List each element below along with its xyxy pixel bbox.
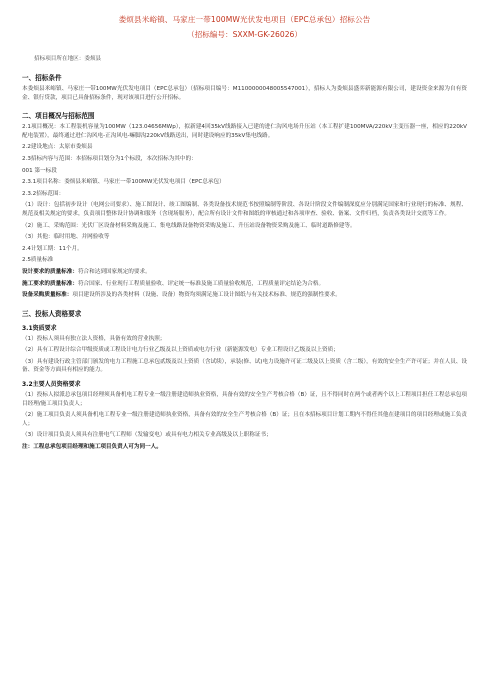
paragraph: 2.2建设地点：太原市娄烦县 [22, 144, 93, 151]
paragraph: （1）投标人拟派总承包项目经理须具备机电工程专业一级注册建造师执业资格，具备有效的安全生产考核合格（B）证，且不得同时在两个或者两个以上工程项目担任工程总承包项目经理/施工项目负责人； [22, 392, 467, 407]
quality-construction [22, 280, 467, 289]
section-heading-overview: 二、项目概况与招标范围 [22, 112, 95, 121]
project-location: 招标项目所在地区：娄烦县 [34, 56, 102, 62]
note-text: 注：工程总承包项目经理和施工项目负责人可为同一人。 [22, 444, 162, 451]
tender-number: （招标编号：SXXM-GK-26026） [187, 30, 302, 39]
paragraph: （3）其他：临时用地、并网验收等 [22, 234, 110, 241]
paragraph: （2）具有工程设计综合甲级资质或工程设计电力行业乙级及以上资质或电力行业（新能源发电）专业工程设计乙级及以上资质； [22, 347, 339, 354]
paragraph: （3）设计项目负责人须具有注册电气工程师（发输变电）或具有电力相关专业高级及以上职称证书； [22, 432, 272, 439]
subheading-qualification: 3.1资质要求 [22, 324, 57, 332]
paragraph: 2.1项目概况：本工程装机容量为100MW（123.04656MWp），拟新建4回35kV线路接入已建的进仁沟风电场升压站（本工程扩建100MVA/220kV主变压器一座，相应的220kV配电装置），最终通过进仁沟风电-正沟风电-嘛脚沟220kV线路送出，同时建设响应的35kV集电线路。 [22, 124, 467, 139]
paragraph: 2.3招标内容与范围：本招标项目划分为1个标段，本次招标为其中的： [22, 155, 197, 162]
paragraph: （3）具有建设行政主管部门颁发的电力工程施工总承包贰级及以上资质（含试续），承装(修、试)电力设施许可证二级及以上资质（含二级），有效的安全生产许可证；并在人员、设备、资金等方面具有相应的能力。 [22, 358, 467, 374]
paragraph: （1）设计：包括初步设计（电网公司要求）、施工图设计、竣工图编制、各类设备技术规范书按照编制等阶段、各设计阶段文件编制深度应分别满足国家和行业现行的标准、规程、规范及相关规定的要求，负责项目整体设计协调和服务（含现场服务），配合所有设计文件和图纸的审核通过和各项审查、验收、备案、文件归档，负责各类设计交底等工作。 [22, 202, 467, 217]
label: 设计要求的质量标准： [22, 268, 78, 275]
paragraph: 2.3.1项目名称：娄烦县米峪镇、马家庄一带100MW光伏发电项目（EPC总承包） [22, 179, 225, 186]
paragraph: （1）投标人须具有独立法人资格，具备有效的营业执照； [22, 335, 166, 342]
paragraph: 2.4计划工期：11个月。 [22, 245, 83, 252]
label: 施工要求的质量标准： [22, 280, 78, 287]
subheading-personnel: 3.2主要人员资格要求 [22, 381, 81, 389]
quality-design [22, 268, 467, 277]
paragraph: （2）施工、采购范围：光伏厂区设备材料采购及施工、集电线路设备物资采购及施工、升压站设备物资采购及施工、临时道路修建等。 [22, 222, 356, 229]
value: 符合国家、行业现行工程质量验收、评定统一标准及施工质量验收规范，工程质量评定结论为合格。 [77, 280, 325, 287]
paragraph: 2.5质量标准 [22, 257, 54, 264]
value: 符合和达到国家规定的要求。 [77, 268, 151, 275]
announcement-title: 娄烦县米峪镇、马家庄一带100MW光伏发电项目（EPC总承包）招标公告 [118, 15, 371, 24]
label: 设备采购质量标准： [22, 292, 73, 299]
paragraph: （2）施工项目负责人须具备机电工程专业一级注册建造师执业资格，具备有效的安全生产考核合格（B）证；且在本招标项目计划工期内不得任其他在建项目的项目经理或施工负责人； [22, 412, 467, 427]
section-heading-conditions: 一、招标条件 [22, 74, 62, 82]
paragraph: 本娄烦县米峪镇、马家庄一带100MW光伏发电项目（EPC总承包）（招标项目编号：M1100000048005547001），招标人为娄烦县盛弈新能源有限公司，建设资金来源为自有资金、银行贷款，项目已具备招标条件，现对该项目进行公开招标。 [22, 86, 467, 101]
quality-procurement [22, 291, 467, 300]
value: 项目建设所涉及的各类材料（设施、设备）物资均须满足施工设计图纸与有关技术标准、规范的强制性要求。 [72, 292, 341, 299]
note [22, 443, 467, 452]
paragraph: 2.3.2招标范围： [22, 190, 65, 197]
section-heading-qualification: 三、投标人资格要求 [22, 309, 82, 318]
paragraph: 001 第一标段 [22, 167, 57, 174]
